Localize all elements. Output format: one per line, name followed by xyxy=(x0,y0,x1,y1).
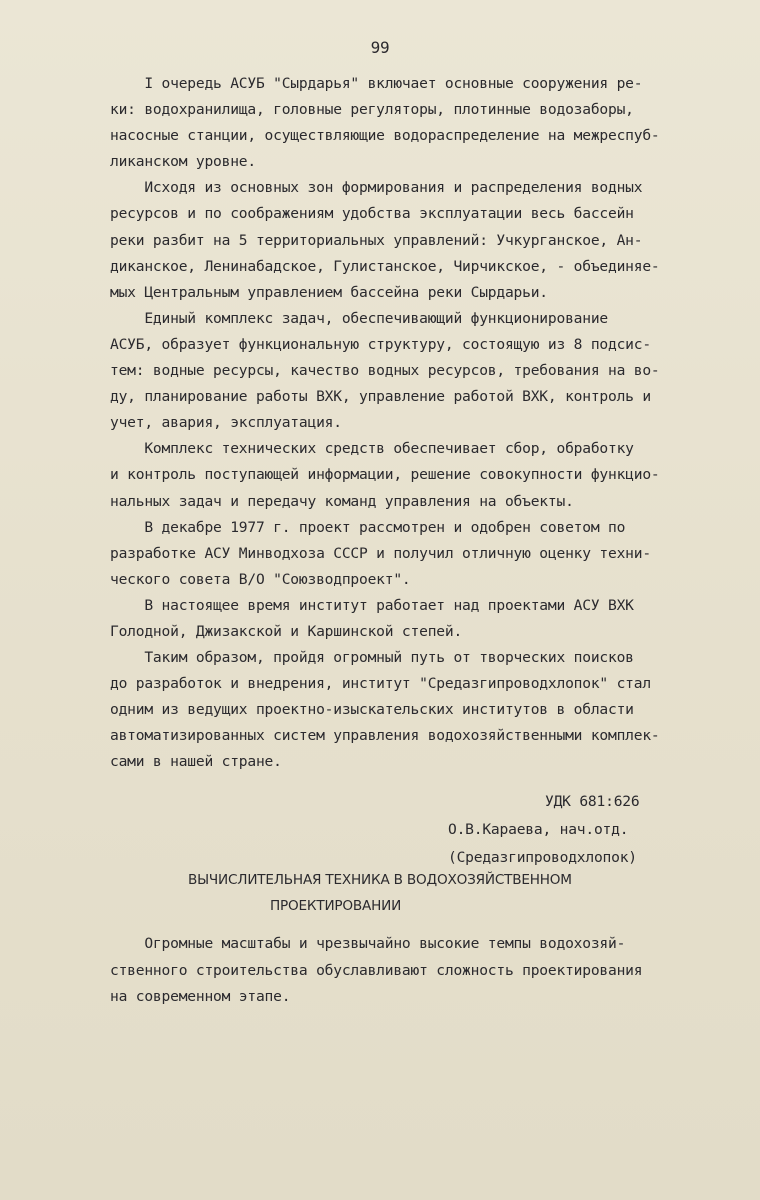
body-line: нальных задач и передачу команд управления на объекты. xyxy=(110,492,574,510)
author-organization: (Средазгипроводхлопок) xyxy=(448,849,637,866)
body-line: В настоящее время институт работает над проектами АСУ ВХК xyxy=(110,596,634,614)
body-line: ресурсов и по соображениям удобства эксплуатации весь бассейн xyxy=(110,205,634,223)
body-line: В декабре 1977 г. проект рассмотрен и одобрен советом по xyxy=(110,518,626,536)
body-line: ликанском уровне. xyxy=(110,153,256,171)
intro-line: на современном этапе. xyxy=(110,988,291,1005)
body-line: Голодной, Джизакской и Каршинской степей. xyxy=(110,622,463,640)
page-number: 99 xyxy=(370,38,390,57)
intro-line: Огромные масштабы и чрезвычайно высокие темпы водохозяй- xyxy=(110,935,626,952)
article-meta xyxy=(418,788,718,872)
article-heading xyxy=(0,867,760,919)
body-line: до разработок и внедрения, институт "Средазгипроводхлопок" стал xyxy=(110,675,651,693)
body-line: I очередь АСУБ "Сырдарья" включает основные сооружения ре- xyxy=(110,75,643,92)
body-line: ду, планирование работы ВХК, управление работой ВХК, контроль и xyxy=(110,388,651,406)
heading-line: ПРОЕКТИРОВАНИИ xyxy=(270,898,402,914)
body-line: ческого совета В/О "Союзводпроект". xyxy=(110,570,411,588)
body-line: учет, авария, эксплуатация. xyxy=(110,414,342,432)
article-intro xyxy=(110,931,710,1011)
body-line: ки: водохранилища, головные регуляторы, плотинные водозаборы, xyxy=(110,101,634,119)
body-line: диканское, Ленинабадское, Гулистанское, Чирчикское, - объединяе- xyxy=(110,257,660,275)
body-line: автоматизированных систем управления водохозяйственными комплек- xyxy=(110,727,660,745)
body-line: Исходя из основных зон формирования и распределения водных xyxy=(110,179,643,197)
body-line: Комплекс технических средств обеспечивает сбор, обработку xyxy=(110,440,634,458)
body-line: Таким образом, пройдя огромный путь от творческих поисков xyxy=(110,649,634,667)
body-line: АСУБ, образует функциональную структуру, состоящую из 8 подсис- xyxy=(110,335,651,353)
body-line: одним из ведущих проектно-изыскательских институтов в области xyxy=(110,701,634,719)
body-line: мых Центральным управлением бассейна реки Сырдарьи. xyxy=(110,283,548,301)
body-line: сами в нашей стране. xyxy=(110,753,282,771)
udk-code: УДК 681:626 xyxy=(545,793,640,810)
body-line: разработке АСУ Минводхоза СССР и получил отличную оценку техни- xyxy=(110,544,651,562)
body-line: реки разбит на 5 территориальных управлений: Учкурганское, Ан- xyxy=(110,231,643,249)
intro-line: ственного строительства обуславливают сложность проектирования xyxy=(110,961,643,979)
heading-line: ВЫЧИСЛИТЕЛЬНАЯ ТЕХНИКА В ВОДОХОЗЯЙСТВЕННОМ xyxy=(188,872,572,888)
body-line: Единый комплекс задач, обеспечивающий функционирование xyxy=(110,309,608,327)
body-line: насосные станции, осуществляющие водораспределение на межреспуб- xyxy=(110,127,660,145)
body-text xyxy=(110,71,710,776)
body-line: тем: водные ресурсы, качество водных ресурсов, требования на во- xyxy=(110,362,660,380)
author-name: О.В.Караева, нач.отд. xyxy=(448,821,629,838)
body-line: и контроль поступающей информации, решение совокупности функцио- xyxy=(110,466,660,484)
